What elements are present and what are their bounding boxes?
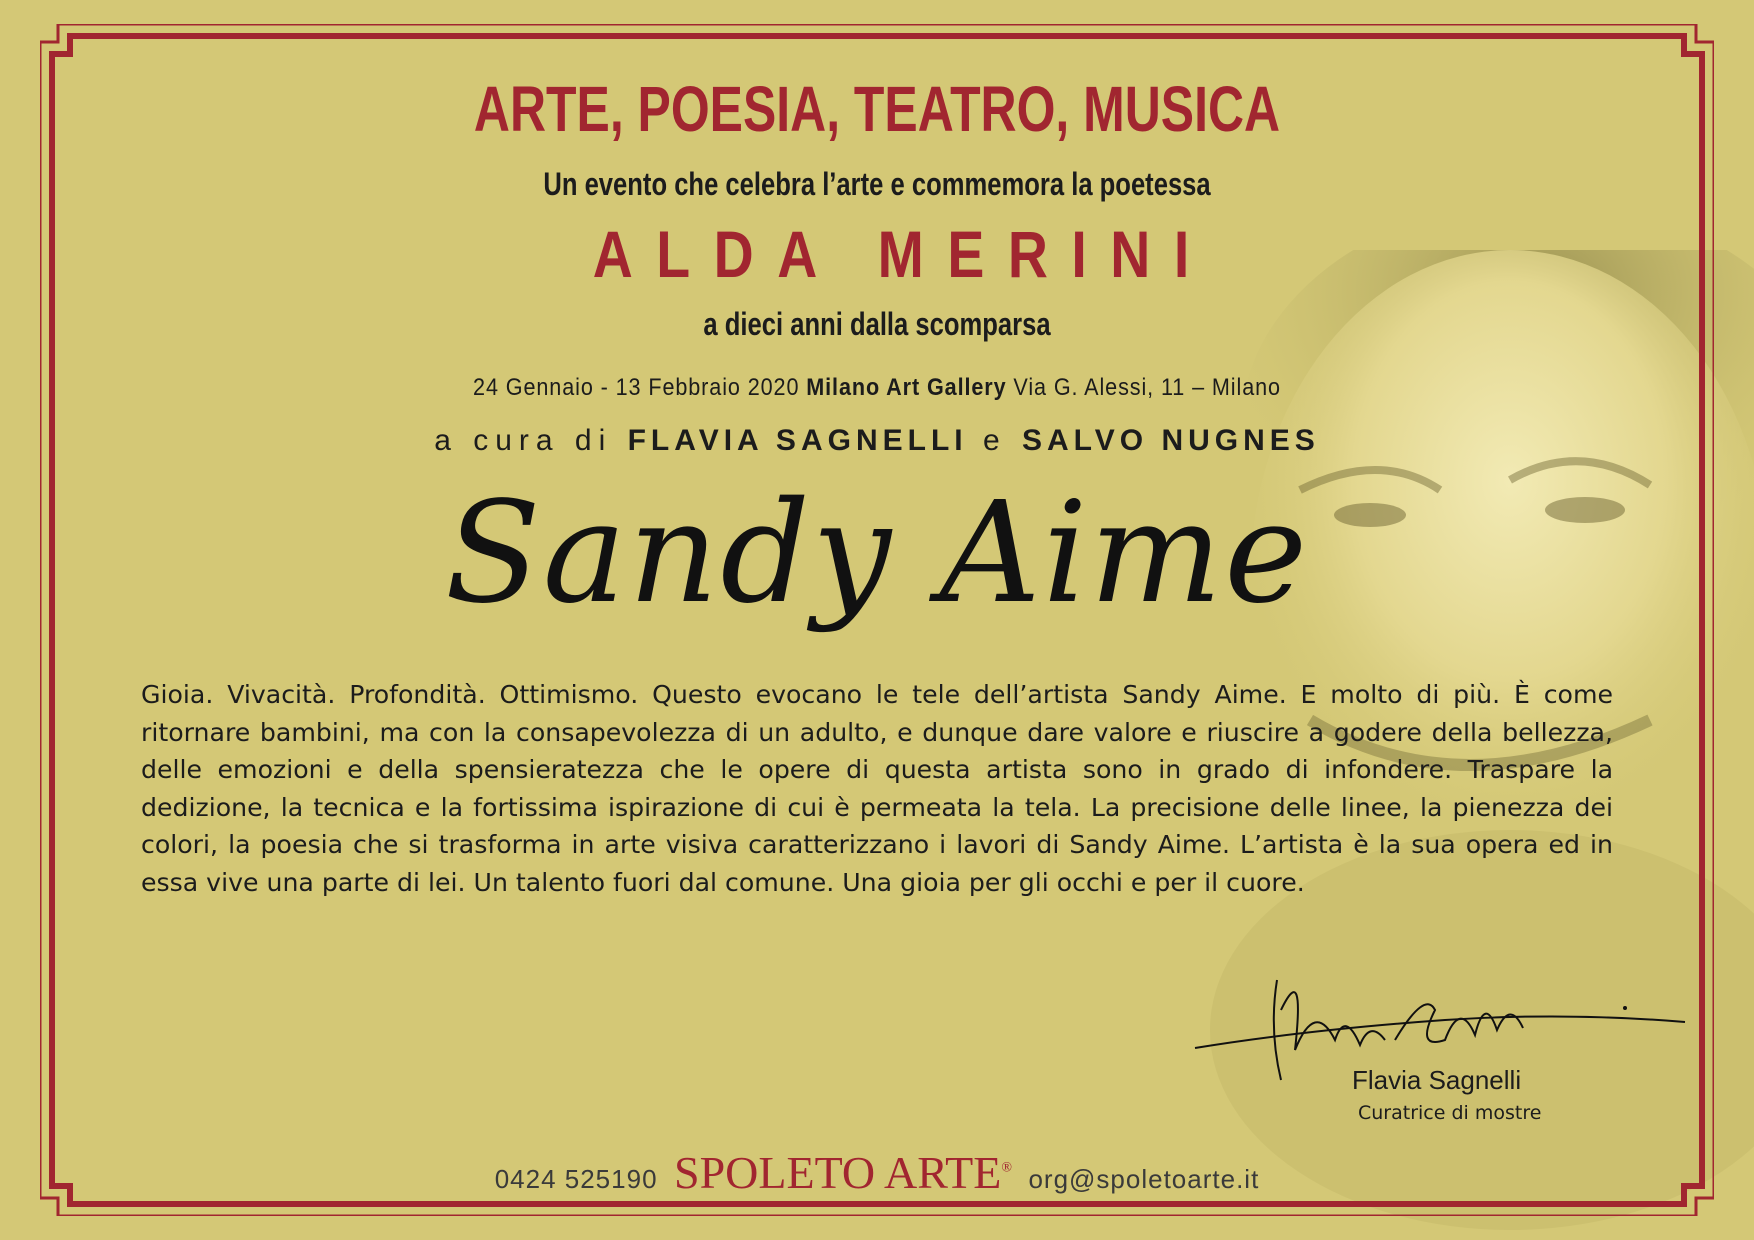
curators-prefix: a cura di [434, 424, 613, 457]
footer-contacts [0, 1146, 1754, 1199]
registered-mark: ® [1001, 1160, 1012, 1176]
event-details [88, 374, 1667, 402]
curators-conjunction: e [982, 424, 1007, 457]
curator-2: SALVO NUGNES [1021, 424, 1320, 457]
signer-name: Flavia Sagnelli [1352, 1065, 1522, 1095]
artist-description: Gioia. Vivacità. Profondità. Ottimismo. Questo evocano le tele dell’artista Sandy Aime. E molto di più. È come ritornare bambini, ma con la consapevolezza di un adulto, e dunque dare valore e riuscire a godere della bellezza, delle emozioni e della spensieratezza che le opere di questa artista sono in grado di infondere. Traspare la dedizione, la tecnica e la fortissima ispirazione di cui è permeata la tela. La precisione delle linee, la pienezza dei colori, la poesia che si trasforma in arte visiva caratterizzano i lavori di Sandy Aime. L’artista è la sua opera ed in essa vive una parte di lei. Un talento fuori dal comune. Una gioia per gli occhi e per il cuore. [141, 680, 1613, 897]
event-title: ARTE, POESIA, TEATRO, MUSICA [473, 73, 1281, 145]
curator-1: FLAVIA SAGNELLI [627, 424, 968, 457]
anniversary-line: a dieci anni dalla scomparsa [703, 306, 1051, 342]
phone-number: 0424 525190 [494, 1164, 658, 1194]
event-venue: Milano Art Gallery [806, 374, 1007, 401]
event-dates: 24 Gennaio - 13 Febbraio 2020 [473, 374, 800, 401]
artist-name: Sandy Aime [444, 472, 1310, 635]
curators-line [0, 424, 1754, 458]
brand-name: SPOLETO ARTE [673, 1147, 1002, 1198]
signer-role: Curatrice di mostre [1358, 1102, 1542, 1124]
event-subtitle: Un evento che celebra l’arte e commemora la poetessa [543, 166, 1211, 202]
event-address: Via G. Alessi, 11 – Milano [1013, 374, 1281, 401]
email-address: org@spoletoarte.it [1028, 1164, 1260, 1194]
brand-logo [674, 1147, 1012, 1198]
poet-name: ALDA MERINI [592, 217, 1213, 291]
